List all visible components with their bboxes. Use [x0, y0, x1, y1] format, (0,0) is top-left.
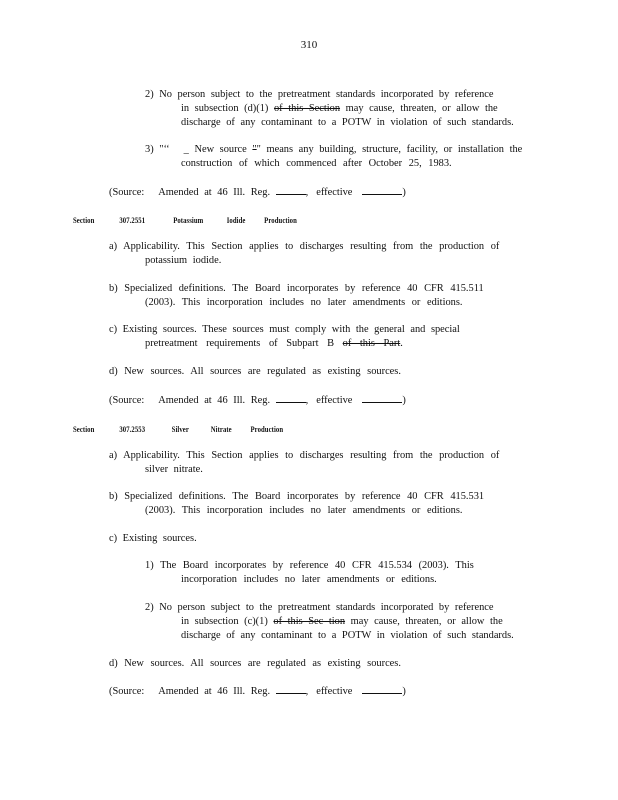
blank-line [362, 684, 402, 694]
struck-text: of this Part [342, 338, 401, 349]
item-2-line-3: discharge of any contaminant to a POTW in violation of such standards. [181, 117, 514, 128]
blank-line [362, 185, 402, 195]
struck-text: " [252, 144, 257, 155]
blank-line [276, 684, 306, 694]
item-2-line-1: 2) No person subject to the pretreatment standards incorporated by reference [145, 89, 494, 100]
section-heading-307-2551: Section 307.2551 Potassium Iodide Production [73, 215, 297, 225]
struck-text: of this Sec tion [273, 616, 346, 627]
s2553-item-b: b) Specialized definitions. The Board incorporates by reference 40 CFR 415.531 (2003). This incorporation includes no later amendments or editions. [109, 491, 485, 516]
s2553-item-a: a) Applicability. This Section applies to discharges resulting from the production of silver nitrate. [109, 450, 500, 475]
s2553-item-c2: 2) No person subject to the pretreatment standards incorporated by reference in subsection (c)(1) of this Sec tion may cause, threaten, or allow the discharge of any contaminant to a POTW in violation of such standards. [145, 602, 514, 641]
struck-text: of this Section [273, 103, 341, 114]
s2551-item-d: d) New sources. All sources are regulated as existing sources. [109, 366, 401, 377]
item-3-new-source [145, 143, 522, 171]
section-heading-307-2553: Section 307.2553 Silver Nitrate Production [73, 424, 284, 434]
page-number: 310 [300, 39, 318, 51]
s2553-item-c1: 1) The Board incorporates by reference 40 CFR 415.534 (2003). This incorporation includes no later amendments or editions. [145, 560, 474, 585]
item-3-line-1: 3) "‘‘ _ New source "" means any building, structure, facility, or installation the [145, 144, 523, 155]
item-2-no-person-top [145, 88, 514, 130]
item-3-line-2: construction of which commenced after October 25, 1983. [181, 158, 452, 169]
source-note-1: (Source: Amended at 46 Ill. Reg. , effective ) [109, 187, 406, 198]
s2553-item-c: c) Existing sources. [109, 533, 197, 544]
source-note-3: (Source: Amended at 46 Ill. Reg. , effective ) [109, 686, 406, 697]
item-2-line-2: in subsection (d)(1) of this Section may cause, threaten, or allow the [181, 103, 498, 114]
s2553-item-d: d) New sources. All sources are regulated as existing sources. [109, 658, 401, 669]
blank-line [276, 393, 306, 403]
s2551-item-b: b) Specialized definitions. The Board incorporates by reference 40 CFR 415.511 (2003). This incorporation includes no later amendments or editions. [109, 283, 484, 308]
blank-line [276, 185, 306, 195]
source-note-2: (Source: Amended at 46 Ill. Reg. , effective ) [109, 395, 406, 406]
s2551-item-c: c) Existing sources. These sources must comply with the general and special pretreatment requirements of Subpart B of this Part. [109, 324, 460, 349]
s2551-item-a: a) Applicability. This Section applies to discharges resulting from the production of potassium iodide. [109, 241, 500, 266]
blank-line [362, 393, 402, 403]
